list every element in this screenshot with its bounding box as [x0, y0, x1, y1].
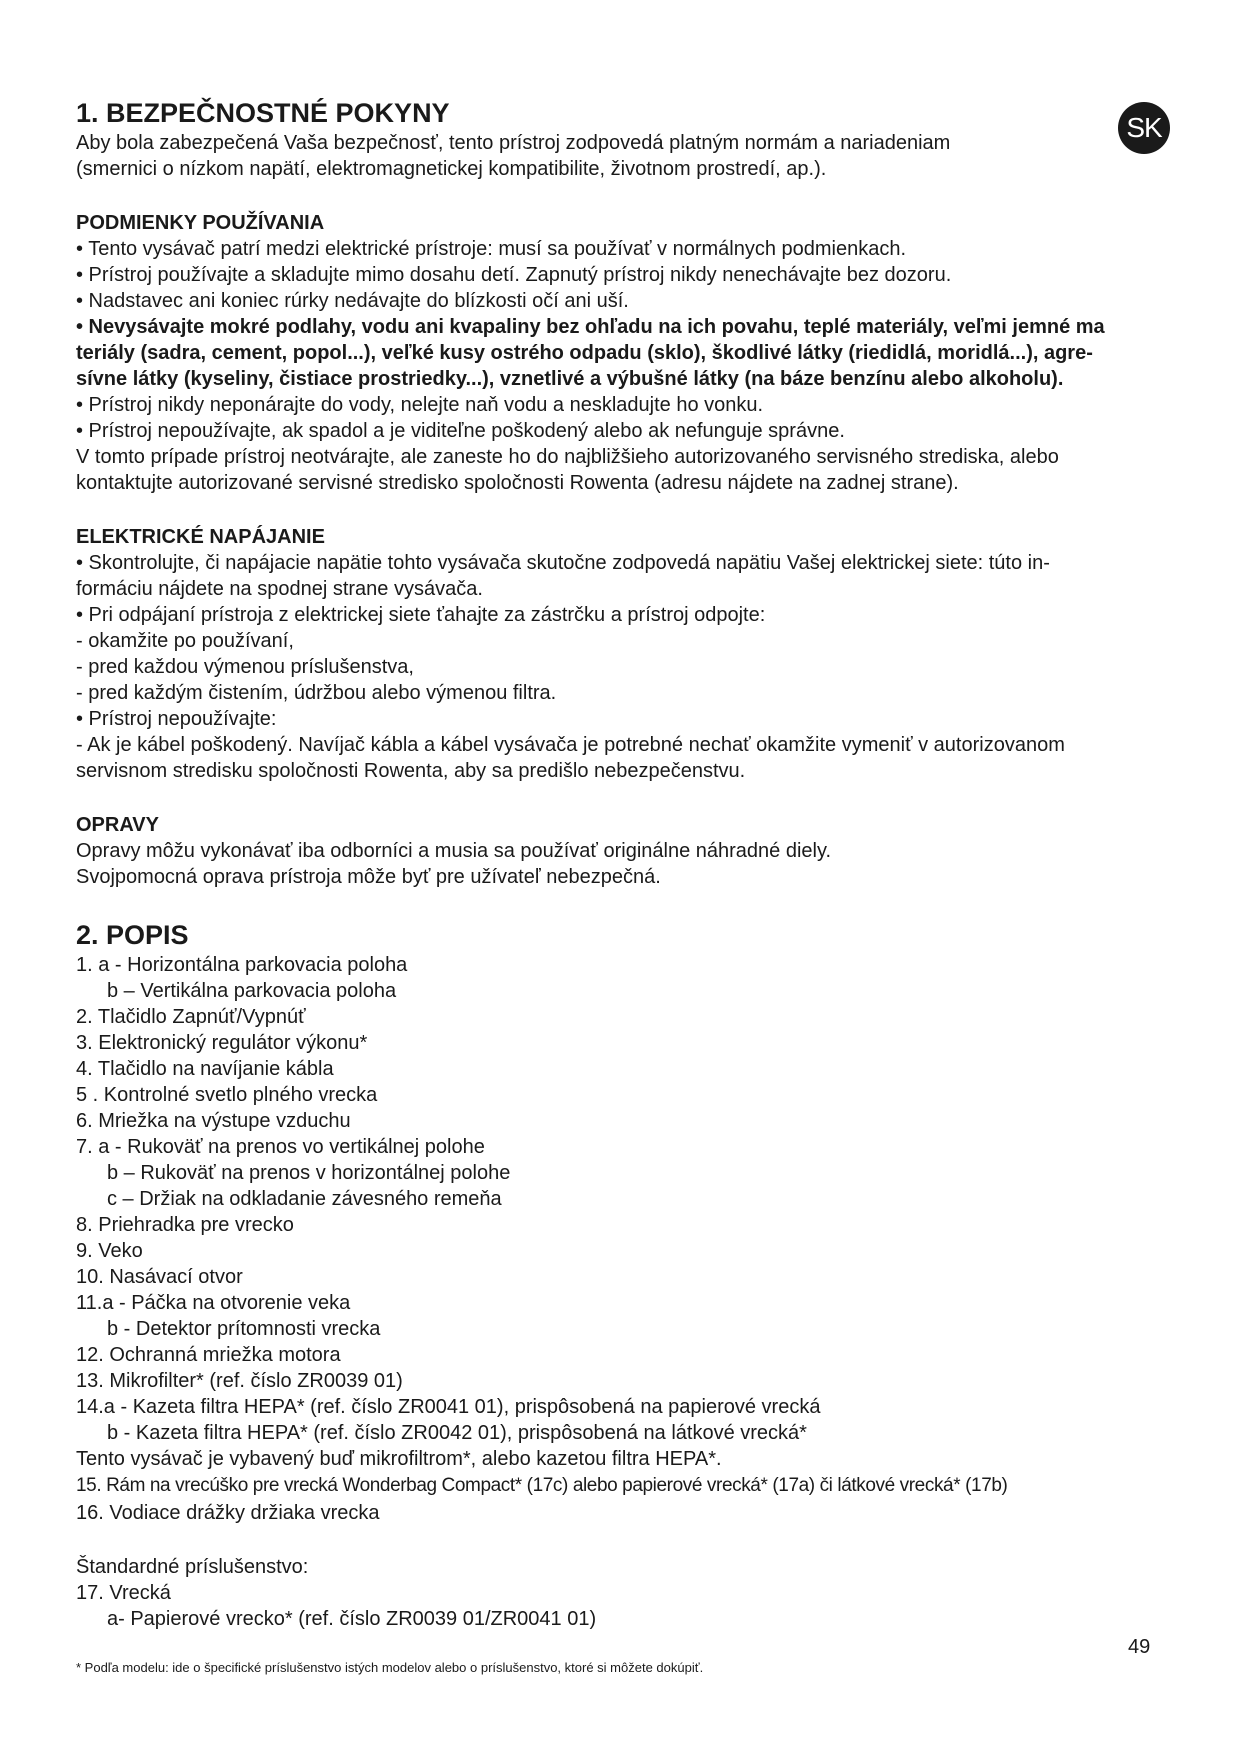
description-item: b - Kazeta filtra HEPA* (ref. číslo ZR0042 01), prispôsobená na látkové vrecká* [107, 1422, 807, 1444]
description-item: 11.a - Páčka na otvorenie veka [76, 1292, 351, 1314]
usage-warning-line: sívne látky (kyseliny, čistiace prostriedky...), vznetlivé a výbušné látky (na báze benzínu alebo alkoholu). [76, 368, 1064, 390]
description-item: c – Držiak na odkladanie závesného remeňa [107, 1188, 502, 1210]
power-list [76, 550, 1206, 784]
power-line: • Pri odpájaní prístroja z elektrickej siete ťahajte za zástrčku a prístroj odpojte: [76, 604, 766, 626]
accessories-heading: Štandardné príslušenstvo: [76, 1556, 309, 1578]
description-item: 7. a - Rukoväť na prenos vo vertikálnej polohe [76, 1136, 485, 1158]
repairs-line: Svojpomocná oprava prístroja môže byť pre užívateľ nebezpečná. [76, 866, 661, 888]
repairs-list [76, 838, 1206, 890]
description-item: 15. Rám na vrecúško pre vrecká Wonderbag Compact* (17c) alebo papierové vrecká* (17a) či látkové vrecká* (17b) [76, 1475, 1008, 1496]
description-list [76, 952, 1206, 1526]
description-item: Tento vysávač je vybavený buď mikrofiltrom*, alebo kazetou filtra HEPA*. [76, 1448, 722, 1470]
description-item: 3. Elektronický regulátor výkonu* [76, 1032, 368, 1054]
description-item: 9. Veko [76, 1240, 143, 1262]
power-line: - pred každou výmenou príslušenstva, [76, 656, 414, 678]
accessories-item: 17. Vrecká [76, 1582, 171, 1604]
repairs-heading: OPRAVY [76, 814, 159, 836]
usage-line: • Prístroj používajte a skladujte mimo dosahu detí. Zapnutý prístroj nikdy nenechávajte bez dozoru. [76, 264, 952, 286]
usage-warning-line: • Nevysávajte mokré podlahy, vodu ani kvapaliny bez ohľadu na ich povahu, teplé materiály, veľmi jemné ma [76, 316, 1105, 338]
power-line: - pred každým čistením, údržbou alebo výmenou filtra. [76, 682, 557, 704]
section-1-intro [76, 130, 1206, 182]
usage-warning-line: teriály (sadra, cement, popol...), veľké kusy ostrého odpadu (sklo), škodlivé látky (riedidlá, moridlá...), agre- [76, 342, 1093, 364]
intro-line: (smernici o nízkom napätí, elektromagnetickej kompatibilite, životnom prostredí, ap.). [76, 158, 827, 180]
power-line: - okamžite po používaní, [76, 630, 294, 652]
power-line: servisnom stredisku spoločnosti Rowenta, aby sa predišlo nebezpečenstvu. [76, 760, 746, 782]
description-item: 12. Ochranná mriežka motora [76, 1344, 341, 1366]
usage-line: kontaktujte autorizované servisné stredisko spoločnosti Rowenta (adresu nájdete na zadnej strane). [76, 472, 959, 494]
description-item: 2. Tlačidlo Zapnúť/Vypnúť [76, 1006, 306, 1028]
power-line: formáciu nájdete na spodnej strane vysávača. [76, 578, 483, 600]
section-2-title: 2. POPIS [76, 920, 189, 950]
footnote: * Podľa modelu: ide o špecifické príslušenstvo istých modelov alebo o príslušenstvo, ktoré si môžete dokúpiť. [76, 1660, 704, 1675]
description-item: b – Vertikálna parkovacia poloha [107, 980, 397, 1002]
description-item: b - Detektor prítomnosti vrecka [107, 1318, 381, 1340]
description-item: 16. Vodiace drážky držiaka vrecka [76, 1502, 380, 1524]
description-item: 5 . Kontrolné svetlo plného vrecka [76, 1084, 378, 1106]
usage-line: • Prístroj nikdy neponárajte do vody, nelejte naň vodu a neskladujte ho vonku. [76, 394, 764, 416]
usage-line: • Nadstavec ani koniec rúrky nedávajte do blízkosti očí ani uší. [76, 290, 629, 312]
section-1-title: 1. BEZPEČNOSTNÉ POKYNY [76, 98, 450, 128]
description-item: 14.a - Kazeta filtra HEPA* (ref. číslo ZR0041 01), prispôsobená na papierové vrecká [76, 1396, 821, 1418]
description-item: 6. Mriežka na výstupe vzduchu [76, 1110, 351, 1132]
description-item: 1. a - Horizontálna parkovacia poloha [76, 954, 408, 976]
usage-heading: PODMIENKY POUŽÍVANIA [76, 212, 325, 234]
description-item: 13. Mikrofilter* (ref. číslo ZR0039 01) [76, 1370, 403, 1392]
power-heading: ELEKTRICKÉ NAPÁJANIE [76, 526, 325, 548]
usage-line: • Prístroj nepoužívajte, ak spadol a je viditeľne poškodený alebo ak nefunguje správne. [76, 420, 845, 442]
repairs-line: Opravy môžu vykonávať iba odborníci a musia sa používať originálne náhradné diely. [76, 840, 832, 862]
power-line: • Skontrolujte, či napájacie napätie tohto vysávača skutočne zodpovedá napätiu Vašej elektrickej siete: túto in- [76, 552, 1050, 574]
page-content [76, 96, 1206, 1632]
power-line: • Prístroj nepoužívajte: [76, 708, 277, 730]
description-item: b – Rukoväť na prenos v horizontálnej polohe [107, 1162, 511, 1184]
usage-line: V tomto prípade prístroj neotvárajte, ale zaneste ho do najbližšieho autorizovaného servisného strediska, alebo [76, 446, 1059, 468]
intro-line: Aby bola zabezpečená Vaša bezpečnosť, tento prístroj zodpovedá platným normám a nariadeniam [76, 132, 951, 154]
usage-list [76, 236, 1206, 496]
description-item: 8. Priehradka pre vrecko [76, 1214, 294, 1236]
accessories-item: a- Papierové vrecko* (ref. číslo ZR0039 01/ZR0041 01) [107, 1608, 597, 1630]
page-number: 49 [1128, 1636, 1151, 1658]
language-badge: SK [1118, 102, 1170, 154]
power-line: - Ak je kábel poškodený. Navíjač kábla a kábel vysávača je potrebné nechať okamžite vymeniť v autorizovanom [76, 734, 1065, 756]
description-item: 10. Nasávací otvor [76, 1266, 243, 1288]
description-item: 4. Tlačidlo na navíjanie kábla [76, 1058, 334, 1080]
usage-line: • Tento vysávač patrí medzi elektrické prístroje: musí sa používať v normálnych podmienkach. [76, 238, 907, 260]
